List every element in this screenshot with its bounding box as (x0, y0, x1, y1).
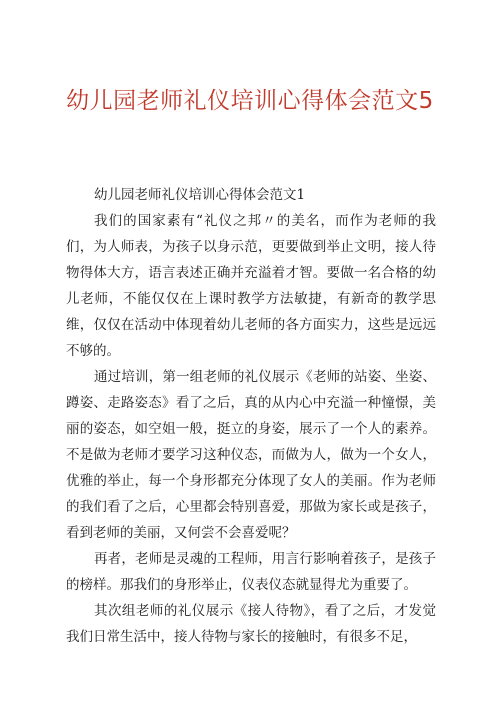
document-title: 幼儿园老师礼仪培训心得体会范文5 (66, 88, 434, 114)
paragraph: 通过培训，第一组老师的礼仪展示《老师的站姿、坐姿、蹲姿、走路姿态》看了之后，真的从内心中充溢一种憧憬，美丽的姿态，如空姐一般，挺立的身姿，展示了一个人的素养。不是做为老师才要学习这种仪态，而做为人，做为一个女人，优雅的举止，每一个身形都充分体现了女人的美丽。作为老师的我们看了之后，心里都会特别喜爱，那做为家长或是孩子，看到老师的美丽，又何尝不会喜爱呢？ (66, 369, 436, 541)
paragraph: 其次组老师的礼仪展示《接人待物》，看了之后，才发觉我们日常生活中，接人待物与家长的接触时，有很多不足， (66, 603, 436, 645)
paragraph: 再者，老师是灵魂的工程师，用言行影响着孩子，是孩子的榜样。那我们的身形举止，仪表仪态就显得尤为重要了。 (66, 551, 436, 593)
paragraph: 我们的国家素有“礼仪之邦〃的美名，而作为老师的我们，为人师表，为孩子以身示范，更要做到举止文明，接人待物得体大方，语言表述正确并充溢着才智。要做一名合格的幼儿老师，不能仅仅在上课时教学方法敏捷，有新奇的教学思维，仅仅在活动中体现着幼儿老师的各方面实力，这些是远远不够的。 (66, 213, 436, 359)
section-heading: 幼儿园老师礼仪培训心得体会范文1 (94, 187, 306, 203)
document-body (66, 182, 436, 650)
